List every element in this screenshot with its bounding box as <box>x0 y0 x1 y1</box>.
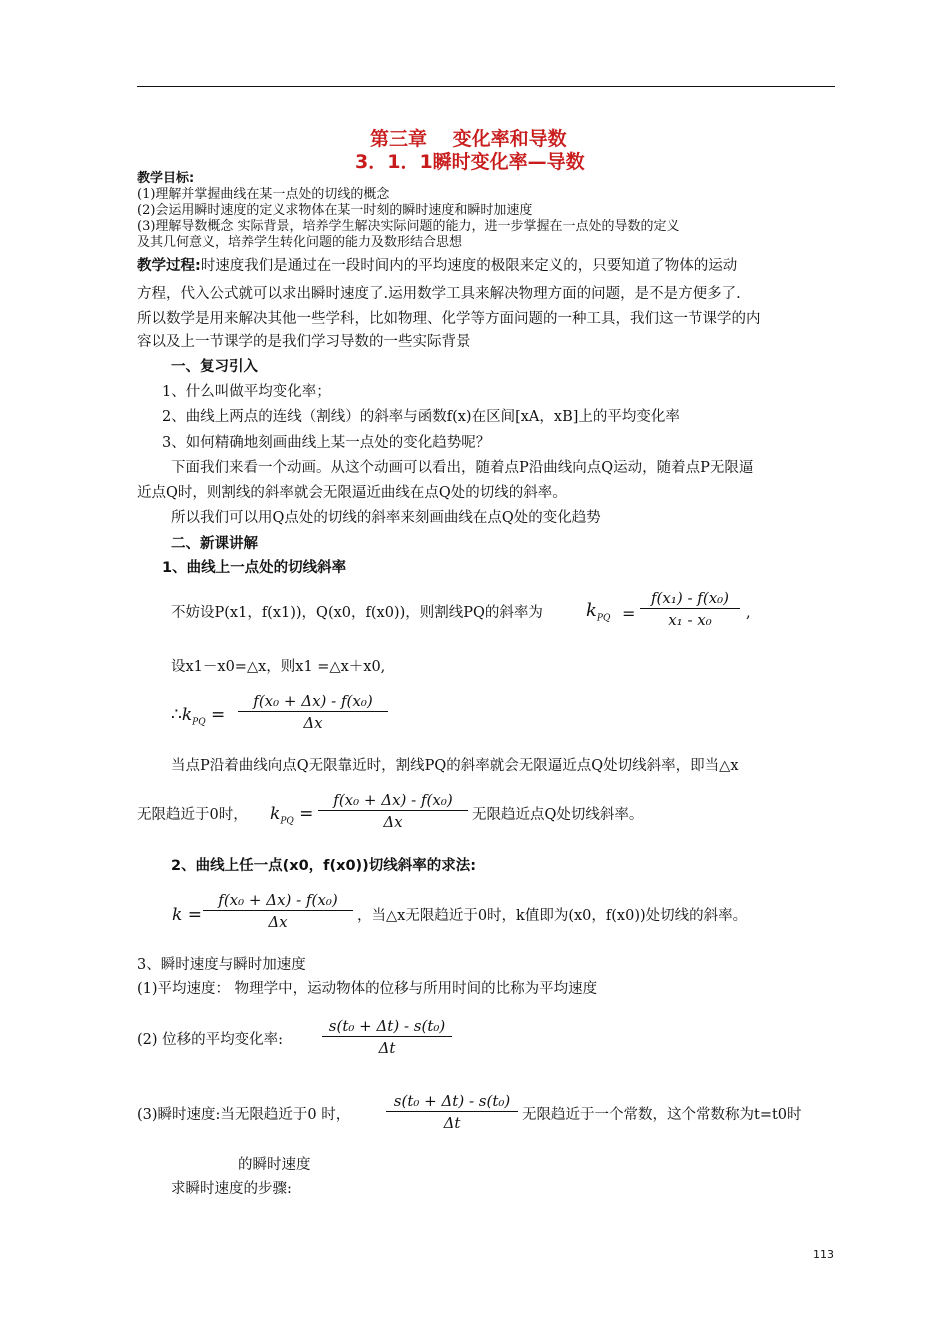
goal-item: (1)理解并掌握曲线在某一点处的切线的概念 <box>137 187 390 202</box>
fraction-delta: f(x₀ + Δx) - f(x₀) Δx <box>318 791 468 831</box>
equals-sign: = <box>622 604 636 623</box>
process-line: 容以及上一节课学的是我们学习导数的一些实际背景 <box>137 334 471 350</box>
review-item: 3、如何精确地刻画曲线上某一点处的变化趋势呢？ <box>162 435 491 451</box>
review-para: 近点Q时，则割线的斜率就会无限逼近曲线在点Q处的切线的斜率。 <box>137 485 567 501</box>
k-symbol: k = <box>172 905 202 925</box>
review-item: 2、曲线上两点的连线（割线）的斜率与函数f(x)在区间[xA，xB]上的平均变化率 <box>162 409 680 425</box>
fraction-st: s(t₀ + Δt) - s(t₀) Δt <box>386 1092 518 1132</box>
fraction-kpq: f(x₁) - f(x₀) x₁ - x₀ <box>640 589 740 629</box>
goal-item: (3)理解导数概念 实际背景，培养学生解决实际问题的能力，进一步掌握在一点处的导数的定义 <box>137 219 680 234</box>
pq-line: 不妨设P(x1，f(x1))，Q(x0，f(x0))，则割线PQ的斜率为 <box>171 605 543 621</box>
process-line: 教学过程:时速度我们是通过在一段时间内的平均速度的极限来定义的，只要知道了物体的运动 <box>137 258 738 274</box>
avg-speed-line: (1)平均速度： 物理学中，运动物体的位移与所用时间的比称为平均速度 <box>137 981 598 997</box>
review-para: 下面我们来看一个动画。从这个动画可以看出，随着点P沿曲线向点Q运动，随着点P无限逼 <box>171 460 754 476</box>
chapter-title: 第三章 变化率和导数 <box>370 128 567 150</box>
review-para: 所以我们可以用Q点处的切线的斜率来刻画曲线在点Q处的变化趋势 <box>171 510 601 526</box>
new-lesson-heading: 二、新课讲解 <box>171 536 258 552</box>
process-heading: 教学过程: <box>137 258 201 274</box>
review-heading: 一、复习引入 <box>171 359 258 375</box>
inst-cont: 的瞬时速度 <box>238 1157 311 1173</box>
comma: , <box>746 605 751 621</box>
k-suffix: ，当△x无限趋近于0时，k值即为(x0，f(x0))处切线的斜率。 <box>357 908 748 924</box>
avg-rate-label: (2) 位移的平均变化率: <box>137 1032 284 1048</box>
section-title: 3．1．1瞬时变化率—导数 <box>355 151 585 173</box>
subheading-3: 3、瞬时速度与瞬时加速度 <box>137 957 306 973</box>
goals-heading: 教学目标: <box>137 171 195 186</box>
header-rule <box>137 86 835 87</box>
set-line: 设x1－x0=△x，则x1 =△x＋x0, <box>171 659 386 675</box>
page-number: 113 <box>813 1248 834 1261</box>
fraction-delta: f(x₀ + Δx) - f(x₀) Δx <box>203 891 353 931</box>
fraction-delta: f(x₀ + Δx) - f(x₀) Δx <box>238 692 388 732</box>
goal-item: 及其几何意义，培养学生转化问题的能力及数形结合思想 <box>137 235 463 250</box>
approach-line: 当点P沿着曲线向点Q无限靠近时，割线PQ的斜率就会无限逼近点Q处切线斜率，即当△x <box>171 758 739 774</box>
inst-suffix: 无限趋近于一个常数，这个常数称为t=t0时 <box>522 1107 802 1123</box>
process-line: 所以数学是用来解决其他一些学科，比如物理、化学等方面问题的一种工具，我们这一节课学的内 <box>137 311 761 327</box>
steps-line: 求瞬时速度的步骤: <box>171 1181 292 1197</box>
review-item: 1、什么叫做平均变化率； <box>162 384 331 400</box>
therefore-kpq: $\therefore k_{PQ}$ = <box>171 705 226 728</box>
process-line: 方程，代入公式就可以求出瞬时速度了.运用数学工具来解决物理方面的问题，是不是方便多了. <box>137 286 741 302</box>
subheading-2: 2、曲线上任一点(x0，f(x0))切线斜率的求法: <box>171 858 477 874</box>
subheading-1: 1、曲线上一点处的切线斜率 <box>162 560 347 576</box>
inst-prefix: (3)瞬时速度:当无限趋近于0 时， <box>137 1107 351 1123</box>
approach-prefix: 无限趋近于0时， <box>137 807 248 823</box>
fraction-st: s(t₀ + Δt) - s(t₀) Δt <box>322 1017 452 1057</box>
kpq-symbol: $k_{PQ}$ <box>586 600 611 624</box>
approach-suffix: 无限趋近点Q处切线斜率。 <box>472 807 644 823</box>
kpq-symbol: $k_{PQ}$ = <box>270 804 314 827</box>
goal-item: (2)会运用瞬时速度的定义求物体在某一时刻的瞬时速度和瞬时加速度 <box>137 203 533 218</box>
